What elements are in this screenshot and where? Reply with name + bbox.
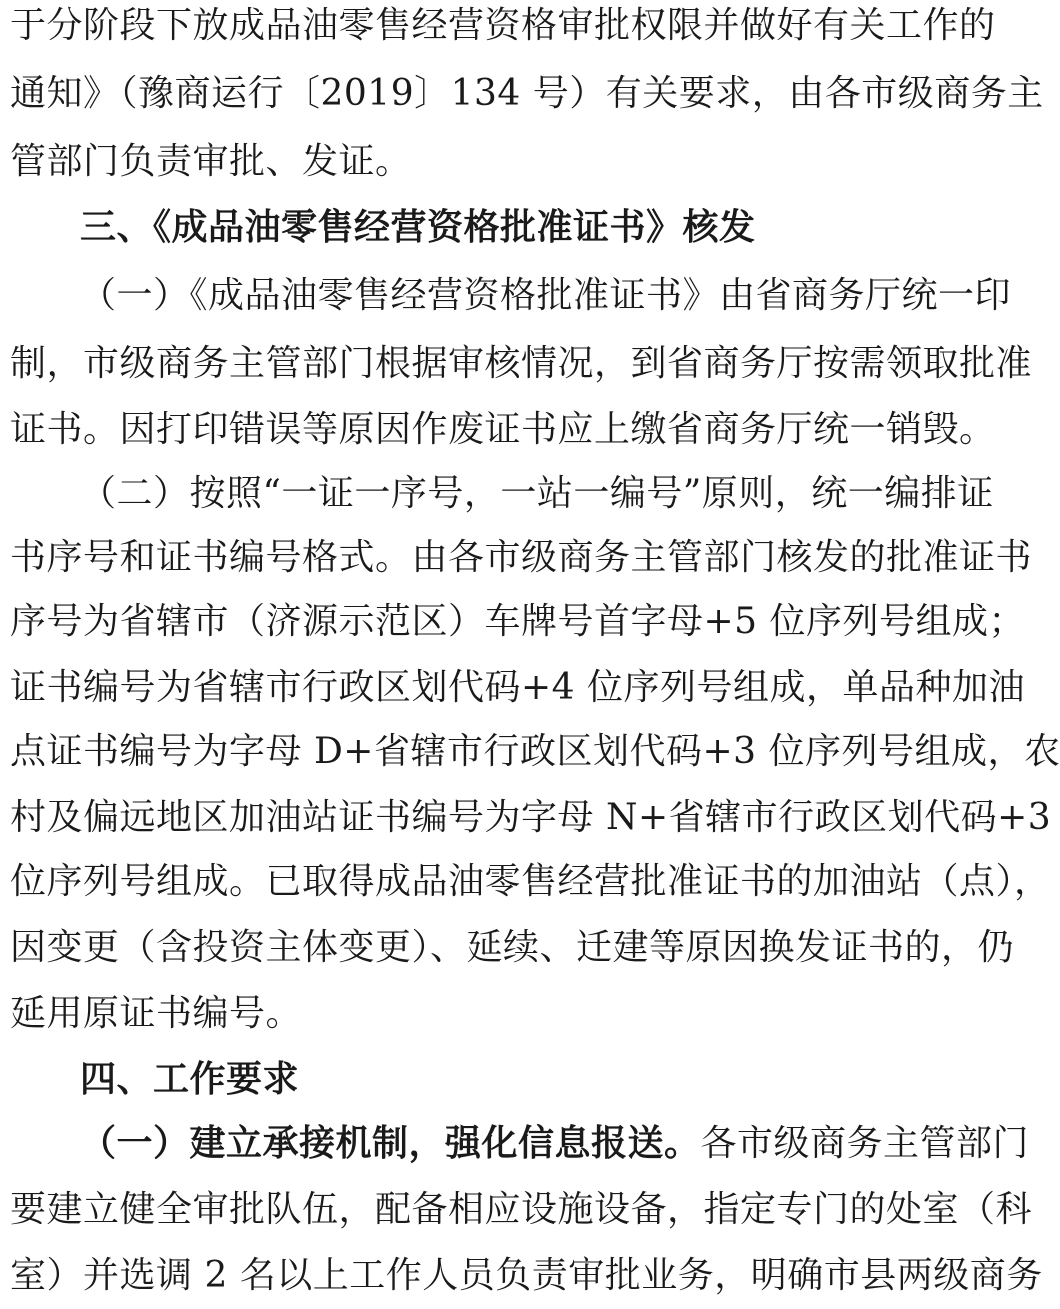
body-text-segment: 各市级商务主管部门 [700, 1123, 1030, 1164]
paragraph-first-line: （二）按照“一证一序号，一站一编号”原则，统一编排证 [80, 473, 994, 514]
paragraph-first-line [80, 1123, 1030, 1164]
body-text-line: 通知》（豫商运行〔2019〕134 号）有关要求，由各市级商务主 [10, 73, 1044, 114]
paragraph-first-line: （一）《成品油零售经营资格批准证书》由省商务厅统一印 [80, 275, 1012, 316]
body-text-line: 序号为省辖市（济源示范区）车牌号首字母+5 位序列号组成； [10, 601, 1026, 642]
body-text-line: 证书编号为省辖市行政区划代码+4 位序列号组成，单品种加油 [10, 667, 1026, 708]
body-text-line: 室）并选调 2 名以上工作人员负责审批业务，明确市县两级商务 [10, 1255, 1043, 1296]
body-text-line: 证书。因打印错误等原因作废证书应上缴省商务厅统一销毁。 [10, 409, 996, 450]
body-text-line: 点证书编号为字母 D+省辖市行政区划代码+3 位序列号组成，农 [10, 731, 1060, 772]
body-text-line: 因变更（含投资主体变更）、延续、迁建等原因换发证书的，仍 [10, 927, 1015, 968]
body-text-line: 书序号和证书编号格式。由各市级商务主管部门核发的批准证书 [10, 537, 1033, 578]
body-text-line: 延用原证书编号。 [10, 993, 303, 1034]
body-text-line: 村及偏远地区加油站证书编号为字母 N+省辖市行政区划代码+3 [10, 797, 1052, 838]
body-text-line: 制，市级商务主管部门根据审核情况，到省商务厅按需领取批准 [10, 343, 1033, 384]
body-text-line: 位序列号组成。已取得成品油零售经营批准证书的加油站（点）， [10, 861, 1051, 902]
body-text-line: 于分阶段下放成品油零售经营资格审批权限并做好有关工作的 [10, 5, 996, 46]
section-heading-3: 三、《成品油零售经营资格批准证书》核发 [80, 207, 756, 248]
body-text-line: 要建立健全审批队伍，配备相应设施设备，指定专门的处室（科 [10, 1189, 1033, 1230]
subsection-heading: （一）建立承接机制，强化信息报送。 [80, 1123, 701, 1164]
section-heading-4: 四、工作要求 [80, 1059, 300, 1100]
body-text-line: 管部门负责审批、发证。 [10, 141, 412, 182]
